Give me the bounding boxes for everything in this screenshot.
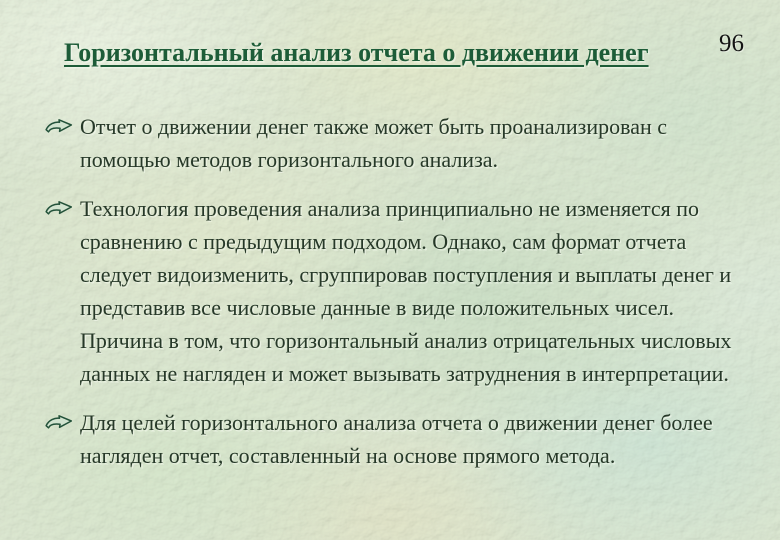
bullet-text: Для целей горизонтального анализа отчета о движении денег более нагляден отчет, составленный на основе прямого метода.	[80, 410, 713, 468]
bullet-text: Отчет о движении денег также может быть проанализирован с помощью методов горизонтального анализа.	[80, 114, 667, 172]
bullet-item	[44, 110, 750, 176]
bullet-text: Технология проведения анализа принципиально не изменяется по сравнению с предыдущим подходом. Однако, сам формат отчета следует видоизменить, сгруппировав поступления и выплаты денег и представив все числовые данные в виде положительных чисел. Причина в том, что горизонтальный анализ отрицательных числовых данных не нагляден и может вызывать затруднения в интерпретации.	[80, 196, 732, 386]
bullet-list	[44, 110, 750, 488]
slide-title: Горизонтальный анализ отчета о движении денег	[64, 38, 649, 67]
bullet-item	[44, 406, 750, 472]
bullet-item	[44, 192, 750, 390]
page-number: 96	[719, 30, 744, 57]
curved-arrow-bullet-icon	[44, 415, 74, 430]
curved-arrow-bullet-icon	[44, 119, 74, 134]
curved-arrow-bullet-icon	[44, 201, 74, 216]
